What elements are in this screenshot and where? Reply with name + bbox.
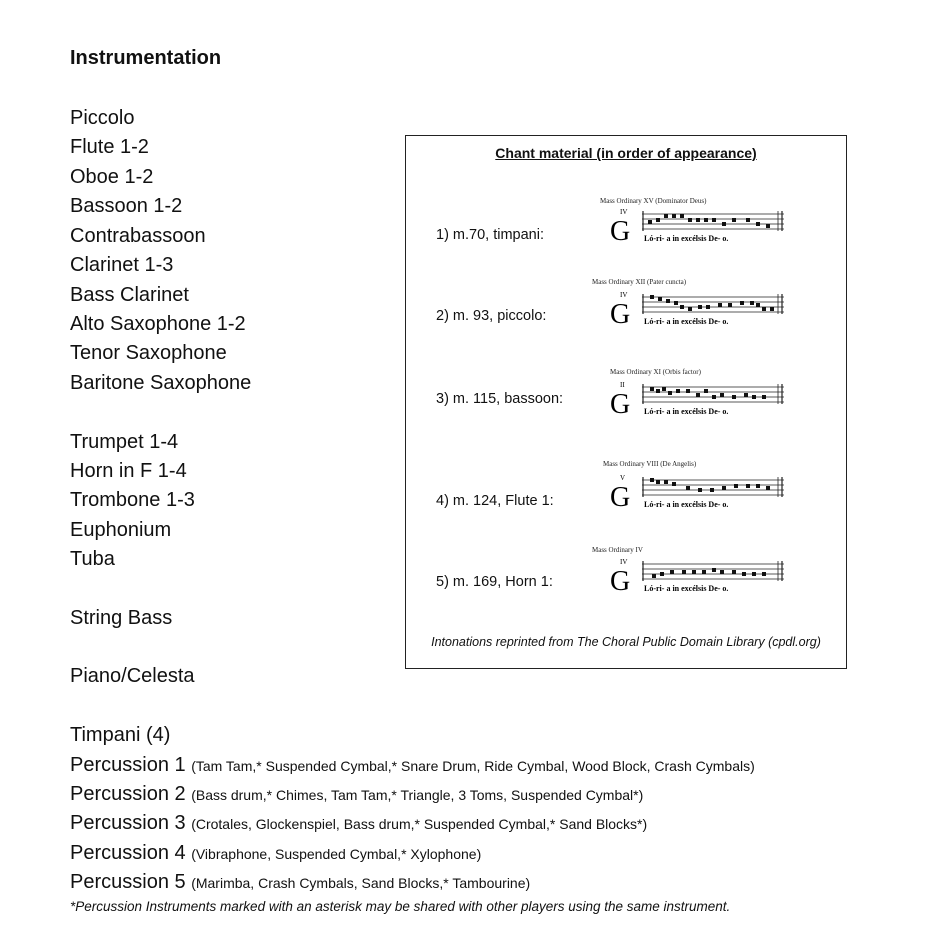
chant-note [704, 389, 708, 393]
chant-note [692, 570, 696, 574]
percussion-name: Percussion 2 [70, 783, 186, 805]
percussion-item [70, 841, 481, 866]
instrument-item: Bass Clarinet [70, 284, 189, 306]
instrument-item: Bassoon 1-2 [70, 195, 183, 217]
chant-note [680, 305, 684, 309]
instrument-item: String Bass [70, 607, 173, 629]
percussion-name: Percussion 4 [70, 842, 186, 864]
chant-mode: II [620, 381, 625, 389]
chant-note [664, 480, 668, 484]
chant-note [720, 570, 724, 574]
instrument-item: Clarinet 1-3 [70, 254, 174, 276]
chant-note [682, 570, 686, 574]
chant-notation [606, 291, 806, 346]
chant-note [712, 395, 716, 399]
chant-note [766, 224, 770, 228]
instrument-item: Trumpet 1-4 [70, 431, 179, 453]
chant-notation [606, 208, 806, 263]
chant-note [752, 395, 756, 399]
chant-note [762, 572, 766, 576]
chant-box-title: Chant material (in order of appearance) [495, 145, 757, 161]
chant-note [674, 301, 678, 305]
chant-note [728, 303, 732, 307]
chant-note [672, 214, 676, 218]
instrument-item: Piccolo [70, 107, 135, 129]
chant-note [696, 218, 700, 222]
chant-note [718, 303, 722, 307]
chant-label: 1) m.70, timpani: [436, 227, 544, 243]
chant-note [650, 387, 654, 391]
percussion-detail: (Tam Tam,* Suspended Cymbal,* Snare Drum, Ride Cymbal, Wood Block, Crash Cymbals) [191, 758, 755, 774]
chant-note [648, 220, 652, 224]
chant-note [672, 482, 676, 486]
percussion-item [70, 811, 647, 836]
instrument-item: Piano/Celesta [70, 665, 195, 687]
chant-note [686, 389, 690, 393]
chant-note [756, 484, 760, 488]
instrument-item: Horn in F 1-4 [70, 460, 187, 482]
credit-line: Intonations reprinted from The Choral Public Domain Library (cpdl.org) [431, 635, 821, 649]
percussion-detail: (Marimba, Crash Cymbals, Sand Blocks,* Tambourine) [191, 875, 531, 891]
chant-label: 2) m. 93, piccolo: [436, 308, 547, 324]
chant-note [658, 297, 662, 301]
staff-svg [606, 381, 806, 431]
chant-note [696, 393, 700, 397]
chant-initial: G [610, 216, 631, 247]
chant-mode: IV [620, 208, 628, 216]
staff-svg [606, 208, 806, 258]
chant-lyrics: Ló-ri- a in excélsis De- o. [644, 234, 729, 243]
chant-notation [606, 474, 806, 529]
percussion-name: Percussion 5 [70, 871, 186, 893]
chant-note [698, 305, 702, 309]
chant-note [762, 395, 766, 399]
instrument-item: Tenor Saxophone [70, 342, 227, 364]
page-title: Instrumentation [70, 47, 222, 69]
chant-note [766, 486, 770, 490]
chant-label: 3) m. 115, bassoon: [436, 391, 564, 407]
chant-lyrics: Ló-ri- a in excélsis De- o. [644, 500, 729, 509]
chant-source: Mass Ordinary XII (Pater cuncta) [592, 278, 687, 286]
percussion-detail: (Bass drum,* Chimes, Tam Tam,* Triangle, 3 Toms, Suspended Cymbal*) [191, 787, 644, 803]
chant-notation [606, 558, 806, 613]
chant-initial: G [610, 566, 631, 597]
chant-note [732, 570, 736, 574]
chant-label: 4) m. 124, Flute 1: [436, 493, 554, 509]
chant-note [756, 303, 760, 307]
chant-note [676, 389, 680, 393]
chant-note [712, 568, 716, 572]
chant-note [750, 301, 754, 305]
instrument-item: Contrabassoon [70, 225, 206, 247]
instrument-item: Timpani (4) [70, 724, 171, 746]
instrument-item: Baritone Saxophone [70, 372, 252, 394]
chant-note [752, 572, 756, 576]
chant-note [650, 478, 654, 482]
percussion-item [70, 870, 530, 895]
chant-note [688, 307, 692, 311]
instrument-item: Alto Saxophone 1-2 [70, 313, 246, 335]
percussion-item [70, 782, 643, 807]
chant-note [688, 218, 692, 222]
chant-source: Mass Ordinary IV [592, 546, 643, 554]
chant-note [756, 222, 760, 226]
chant-note [770, 307, 774, 311]
chant-note [702, 570, 706, 574]
chant-initial: G [610, 482, 631, 513]
chant-note [666, 299, 670, 303]
instrument-item: Flute 1-2 [70, 136, 149, 158]
chant-material-box [405, 135, 847, 669]
chant-note [734, 484, 738, 488]
chant-note [740, 301, 744, 305]
instrument-item: Oboe 1-2 [70, 166, 154, 188]
chant-note [650, 295, 654, 299]
chant-note [732, 395, 736, 399]
chant-initial: G [610, 299, 631, 330]
chant-source: Mass Ordinary VIII (De Angelis) [603, 460, 697, 468]
chant-note [742, 572, 746, 576]
chant-source: Mass Ordinary XI (Orbis factor) [610, 368, 701, 376]
chant-lyrics: Ló-ri- a in excélsis De- o. [644, 584, 729, 593]
chant-note [660, 572, 664, 576]
chant-lyrics: Ló-ri- a in excélsis De- o. [644, 407, 729, 416]
chant-note [746, 218, 750, 222]
chant-note [712, 218, 716, 222]
chant-label: 5) m. 169, Horn 1: [436, 574, 553, 590]
percussion-name: Percussion 3 [70, 812, 186, 834]
instrument-item: Euphonium [70, 519, 172, 541]
chant-note [710, 488, 714, 492]
instrument-item: Trombone 1-3 [70, 489, 195, 511]
chant-note [732, 218, 736, 222]
percussion-detail: (Vibraphone, Suspended Cymbal,* Xylophone) [191, 846, 482, 862]
percussion-item [70, 753, 755, 778]
chant-note [746, 484, 750, 488]
chant-note [686, 486, 690, 490]
chant-source: Mass Ordinary XV (Dominator Deus) [600, 197, 707, 205]
chant-note [670, 570, 674, 574]
chant-note [722, 222, 726, 226]
chant-lyrics: Ló-ri- a in excélsis De- o. [644, 317, 729, 326]
chant-notation [606, 381, 806, 436]
instrument-item: Tuba [70, 548, 115, 570]
chant-note [720, 393, 724, 397]
chant-note [656, 218, 660, 222]
chant-note [656, 480, 660, 484]
percussion-name: Percussion 1 [70, 754, 186, 776]
chant-note [698, 488, 702, 492]
chant-note [656, 389, 660, 393]
chant-mode: IV [620, 558, 628, 566]
percussion-detail: (Crotales, Glockenspiel, Bass drum,* Suspended Cymbal,* Sand Blocks*) [191, 816, 648, 832]
chant-mode: V [620, 474, 626, 482]
chant-note [662, 387, 666, 391]
chant-mode: IV [620, 291, 628, 299]
chant-note [664, 214, 668, 218]
chant-note [744, 393, 748, 397]
footnote: *Percussion Instruments marked with an asterisk may be shared with other players using the same instrument. [70, 899, 731, 914]
staff-svg [606, 474, 806, 524]
staff-svg [606, 558, 806, 608]
chant-note [704, 218, 708, 222]
chant-initial: G [610, 389, 631, 420]
chant-note [668, 391, 672, 395]
staff-svg [606, 291, 806, 341]
chant-note [680, 214, 684, 218]
chant-note [706, 305, 710, 309]
chant-note [722, 486, 726, 490]
chant-note [762, 307, 766, 311]
chant-note [652, 574, 656, 578]
